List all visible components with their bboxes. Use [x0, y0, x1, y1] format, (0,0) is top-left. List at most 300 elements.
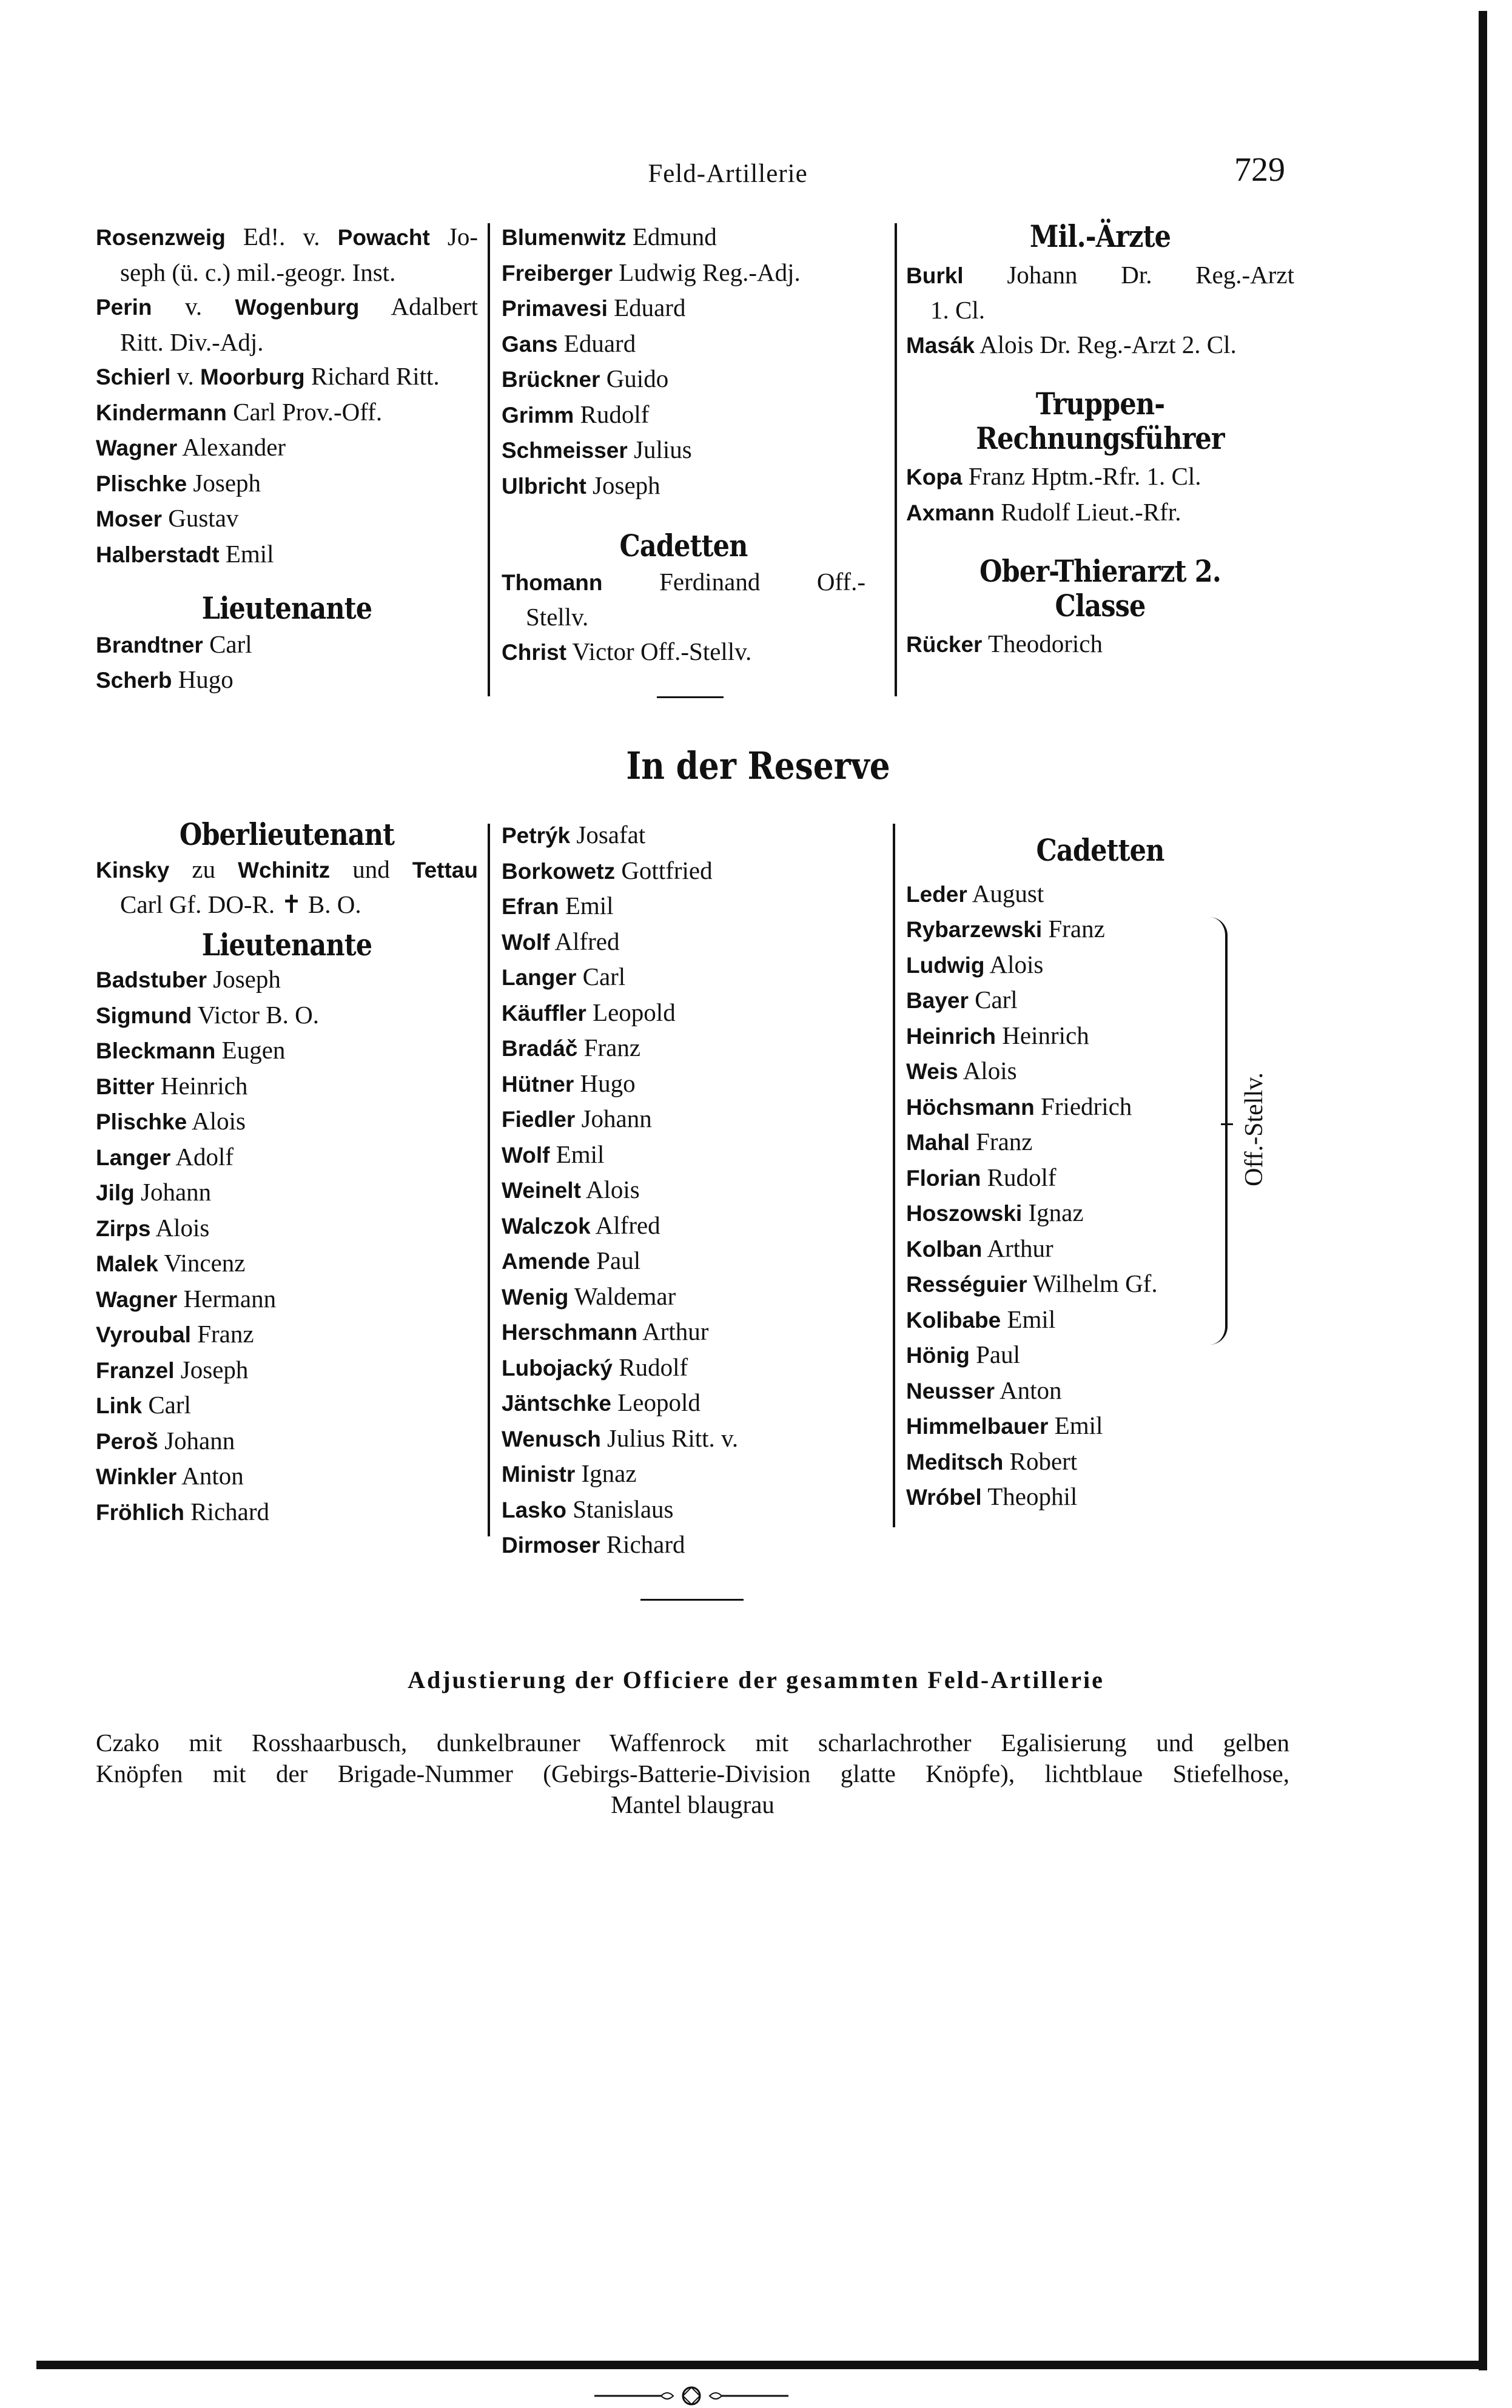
entry-line — [96, 501, 478, 537]
roster-entry — [502, 1456, 865, 1492]
short-rule — [657, 696, 724, 698]
entry-line — [96, 359, 478, 395]
roster-entry — [906, 1160, 1294, 1196]
entry-detail: Victor B. O. — [192, 1000, 320, 1029]
entry-detail: Theodorich — [982, 630, 1103, 657]
roster-entry — [906, 1479, 1294, 1515]
entry-detail: Emil — [549, 1140, 605, 1168]
entry-detail: Stellv. — [526, 603, 589, 631]
section-heading-truppen-rechnungsfuehrer: Truppen-Rechnungsführer — [976, 386, 1225, 456]
entry-line — [502, 397, 865, 433]
roster-entry — [96, 1459, 478, 1495]
surname: Moorburg — [200, 365, 305, 389]
entry-line — [502, 565, 865, 600]
roster-entry — [906, 947, 1294, 983]
entry-line — [502, 634, 865, 670]
running-header — [0, 151, 1512, 195]
roster-entry — [502, 291, 865, 326]
entry-detail: 1. Cl. — [930, 296, 985, 324]
entry-detail: Leopold — [611, 1388, 701, 1416]
entry-detail: v. — [170, 362, 200, 390]
roster-entry — [96, 1175, 478, 1211]
section-heading-lieutenante: Lieutenante — [201, 926, 372, 963]
roster-entry — [96, 662, 478, 698]
entry-list — [906, 627, 1294, 662]
entry-list — [502, 220, 865, 503]
surname: Axmann — [906, 500, 995, 525]
entry-detail: Alois — [958, 1057, 1017, 1085]
surname: Grimm — [502, 402, 574, 428]
entry-detail: Richard — [600, 1530, 685, 1558]
roster-entry — [96, 1495, 478, 1530]
page-border-right — [1479, 11, 1487, 2370]
roster-entry — [906, 1373, 1294, 1409]
surname: Höchsmann — [906, 1094, 1035, 1120]
entry-detail: und — [330, 855, 412, 883]
entry-line — [906, 627, 1294, 662]
entry-detail: Joseph — [586, 471, 660, 499]
entry-line — [502, 818, 865, 853]
entry-line — [502, 1492, 865, 1528]
entry-detail: Gustav — [161, 504, 239, 532]
roster-entry — [906, 1302, 1294, 1338]
surname: Langer — [502, 965, 577, 990]
grouping-brace — [1207, 917, 1228, 1345]
entry-line — [906, 1125, 1294, 1160]
surname: Lubojacký — [502, 1355, 613, 1381]
entry-detail: Ludwig Reg.-Adj. — [613, 258, 801, 286]
surname: Hoszowski — [906, 1201, 1023, 1226]
entry-line — [906, 1018, 1294, 1054]
surname: Tettau — [412, 857, 478, 883]
entry-detail: Ed!. v. — [225, 223, 338, 251]
surname: Rosenzweig — [96, 225, 226, 250]
footer-title: Adjustierung der Officiere der gesammten Feld-Artillerie — [408, 1666, 1104, 1693]
surname: Badstuber — [96, 967, 207, 992]
surname: Wróbel — [906, 1485, 982, 1510]
entry-detail: Hermann — [177, 1284, 277, 1313]
surname: Kindermann — [96, 400, 227, 425]
entry-detail: Anton — [176, 1462, 244, 1490]
surname: Plischke — [96, 1109, 187, 1134]
entry-detail: Jo- — [429, 223, 478, 251]
entry-detail: Johann Dr. Reg.-Arzt — [963, 260, 1294, 289]
surname: Kolban — [906, 1236, 983, 1262]
section-heading-mil-aerzte: Mil.-Ärzte — [1029, 218, 1171, 254]
entry-detail: Robert — [1003, 1447, 1078, 1475]
surname: Schmeisser — [502, 438, 628, 463]
entry-line — [502, 853, 865, 889]
entry-detail: Rudolf — [981, 1163, 1057, 1191]
roster-entry — [96, 1282, 478, 1317]
entry-line — [502, 1385, 865, 1421]
surname: Plischke — [96, 471, 187, 496]
surname: Scherb — [96, 668, 172, 693]
entry-detail: Paul — [590, 1246, 641, 1274]
entry-detail: Theophil — [981, 1482, 1078, 1510]
surname: Walczok — [502, 1213, 591, 1239]
surname: Malek — [96, 1251, 158, 1276]
entry-list — [96, 962, 478, 1530]
entry-line — [96, 1175, 478, 1211]
roster-entry — [96, 627, 478, 663]
right-column-top — [906, 220, 1294, 662]
column-divider — [488, 824, 490, 1536]
entry-line — [96, 466, 478, 502]
entry-line — [906, 1054, 1294, 1089]
entry-detail: Emil — [1001, 1305, 1056, 1333]
entry-detail: Alois — [580, 1175, 640, 1203]
entry-list — [906, 258, 1294, 363]
entry-line — [502, 960, 865, 995]
entry-detail: zu — [169, 855, 238, 883]
surname: Fiedler — [502, 1107, 576, 1132]
section-heading-cadetten: Cadetten — [1036, 832, 1164, 868]
entry-line — [502, 468, 865, 504]
entry-line — [502, 889, 865, 924]
surname: Fröhlich — [96, 1499, 184, 1525]
roster-entry — [96, 1424, 478, 1459]
entry-line — [502, 326, 865, 362]
entry-list — [502, 565, 865, 670]
roster-entry — [96, 501, 478, 537]
entry-line — [96, 1140, 478, 1175]
roster-entry — [96, 1353, 478, 1388]
surname: Langer — [96, 1145, 171, 1170]
entry-line — [96, 998, 478, 1034]
entry-detail: Stanislaus — [566, 1495, 674, 1523]
entry-line — [96, 962, 478, 998]
surname: Franzel — [96, 1357, 175, 1383]
roster-entry — [906, 876, 1294, 912]
roster-entry — [96, 1211, 478, 1246]
roster-entry — [502, 1527, 865, 1563]
roster-entry — [502, 1243, 865, 1279]
roster-entry — [96, 395, 478, 431]
entry-line — [502, 255, 865, 291]
entry-line — [906, 1479, 1294, 1515]
surname: Freiberger — [502, 260, 613, 286]
surname: Perin — [96, 295, 152, 320]
entry-detail: Joseph — [206, 965, 281, 993]
footer-line: Mantel blaugrau — [611, 1791, 774, 1818]
surname: Efran — [502, 894, 559, 919]
roster-entry — [906, 258, 1294, 328]
roster-entry — [502, 220, 865, 255]
surname: Bayer — [906, 988, 969, 1013]
entry-line — [502, 1243, 865, 1279]
entry-line — [906, 1089, 1294, 1125]
surname: Masák — [906, 332, 975, 358]
roster-entry — [502, 1101, 865, 1137]
surname: Kolibabe — [906, 1307, 1001, 1333]
entry-detail: v. — [152, 292, 235, 320]
entry-line — [96, 395, 478, 431]
entry-line — [906, 1408, 1294, 1444]
entry-detail: Arthur — [637, 1317, 709, 1345]
entry-detail: Vincenz — [158, 1249, 246, 1277]
surname: Wenig — [502, 1284, 569, 1310]
footer-line: Knöpfen mit der Brigade-Nummer (Gebirgs-Batterie-Division glatte Knöpfe), lichtblaue Stiefelhose, — [96, 1760, 1289, 1788]
roster-entry — [502, 1314, 865, 1350]
surname: Lasko — [502, 1497, 566, 1522]
entry-detail: Heinrich — [996, 1021, 1089, 1049]
entry-line — [96, 852, 478, 888]
entry-detail: Alois Dr. Reg.-Arzt 2. Cl. — [975, 330, 1237, 358]
entry-line — [96, 1069, 478, 1105]
roster-entry — [502, 1031, 865, 1066]
entry-detail: Adolf — [170, 1142, 234, 1171]
surname: Halberstadt — [96, 542, 220, 567]
entry-line — [96, 325, 478, 360]
entry-list — [906, 459, 1294, 530]
entry-line — [502, 1101, 865, 1137]
entry-detail: Julius — [627, 436, 692, 463]
entry-detail: Ferdinand Off.- — [602, 567, 865, 596]
entry-detail: Wilhelm Gf. — [1027, 1270, 1158, 1297]
surname: Wenusch — [502, 1426, 601, 1451]
entry-line — [502, 995, 865, 1031]
entry-detail: Ignaz — [1022, 1199, 1084, 1226]
entry-detail: Joseph — [174, 1355, 249, 1384]
entry-detail: Rudolf Lieut.-Rfr. — [994, 497, 1181, 526]
entry-line — [906, 1444, 1294, 1480]
entry-detail: Julius Ritt. v. — [600, 1424, 739, 1452]
roster-entry — [96, 466, 478, 502]
surname: Meditsch — [906, 1449, 1004, 1475]
roster-entry — [502, 468, 865, 504]
roster-entry — [96, 289, 478, 359]
surname: Blumenwitz — [502, 225, 627, 250]
entry-detail: Franz Hptm.-Rfr. 1. Cl. — [962, 462, 1201, 490]
surname: Wagner — [96, 436, 178, 460]
roster-entry — [906, 1408, 1294, 1444]
entry-detail: Johann — [575, 1105, 652, 1132]
surname: Florian — [906, 1165, 981, 1191]
section-heading-ober-thierarzt: Ober-Thierarzt 2. Classe — [979, 553, 1221, 624]
entry-detail: Heinrich — [154, 1071, 248, 1100]
surname: Vyroubal — [96, 1322, 191, 1347]
surname: Jilg — [96, 1180, 135, 1205]
entry-detail: Hugo — [574, 1069, 636, 1097]
entry-detail: Johann — [158, 1426, 235, 1455]
section-heading-cadetten: Cadetten — [619, 528, 748, 563]
surname: Hönig — [906, 1343, 970, 1368]
entry-detail: Johann — [134, 1178, 212, 1206]
roster-entry — [502, 853, 865, 889]
surname: Brückner — [502, 367, 600, 392]
entry-detail: Arthur — [982, 1234, 1053, 1262]
entry-line — [906, 912, 1294, 947]
entry-line — [502, 1031, 865, 1066]
entry-line — [96, 537, 478, 573]
entry-list — [96, 220, 478, 572]
roster-entry — [96, 1246, 478, 1282]
entry-line — [96, 1353, 478, 1388]
surname: Wolf — [502, 929, 550, 955]
roster-entry — [502, 255, 865, 291]
entry-line — [96, 1424, 478, 1459]
footer-line: Czako mit Rosshaarbusch, dunkelbrauner Waffenrock mit scharlachrother Egalisierung und gelben — [96, 1729, 1289, 1757]
entry-line — [906, 1337, 1294, 1373]
roster-entry — [906, 1444, 1294, 1480]
roster-entry — [502, 924, 865, 960]
entry-line — [96, 1282, 478, 1317]
entry-detail: Rudolf — [574, 400, 650, 428]
entry-line — [502, 362, 865, 397]
middle-column-bottom — [502, 818, 865, 1563]
entry-line — [906, 459, 1294, 495]
entry-line — [96, 1459, 478, 1495]
entry-detail: Carl — [968, 986, 1018, 1014]
entry-line — [502, 1421, 865, 1457]
roster-entry — [502, 362, 865, 397]
entry-detail: Alfred — [549, 927, 620, 955]
middle-column-top — [502, 220, 865, 670]
entry-line — [502, 924, 865, 960]
entry-line — [502, 220, 865, 255]
surname: Rességuier — [906, 1272, 1027, 1297]
roster-entry — [502, 1066, 865, 1102]
roster-entry — [502, 1350, 865, 1386]
entry-line — [96, 1317, 478, 1353]
surname: Ministr — [502, 1462, 576, 1487]
surname: Rücker — [906, 632, 983, 657]
surname: Brandtner — [96, 632, 203, 657]
roster-entry — [96, 430, 478, 466]
grouping-brace-tip — [1221, 1123, 1233, 1125]
entry-detail: Friedrich — [1034, 1092, 1132, 1120]
surname: Winkler — [96, 1464, 177, 1489]
surname: Käuffler — [502, 1000, 586, 1026]
entry-line — [906, 495, 1294, 531]
roster-entry — [96, 220, 478, 289]
page-border-bottom — [36, 2361, 1487, 2369]
surname: Burkl — [906, 263, 964, 288]
reserve-heading: In der Reserve — [626, 744, 890, 788]
surname: Hütner — [502, 1071, 574, 1097]
surname: Wchinitz — [238, 857, 331, 883]
roster-entry — [96, 998, 478, 1034]
surname: Wolf — [502, 1142, 550, 1168]
entry-detail: Joseph — [187, 468, 261, 497]
roster-entry — [906, 912, 1294, 947]
left-column-top — [96, 220, 478, 698]
roster-entry — [96, 359, 478, 395]
entry-detail: Josafat — [570, 821, 646, 849]
roster-entry — [906, 1125, 1294, 1160]
entry-detail: Emil — [559, 892, 614, 920]
roster-entry — [906, 328, 1294, 363]
surname: Bleckmann — [96, 1038, 216, 1063]
roster-entry — [906, 983, 1294, 1018]
surname: Weinelt — [502, 1178, 581, 1203]
entry-detail: Alfred — [590, 1211, 660, 1239]
surname: Schierl — [96, 365, 171, 389]
surname: Christ — [502, 639, 566, 665]
entry-detail: Alois — [150, 1213, 210, 1242]
surname: Ulbricht — [502, 473, 586, 499]
entry-detail: Carl Gf. DO-R. ✝ B. O. — [120, 890, 361, 918]
surname: Bitter — [96, 1074, 155, 1099]
entry-line — [502, 1314, 865, 1350]
roster-entry — [502, 1279, 865, 1315]
entry-detail: August — [967, 879, 1044, 907]
entry-detail: Carl — [142, 1391, 191, 1419]
surname: Jäntschke — [502, 1391, 611, 1416]
entry-line — [906, 1373, 1294, 1409]
entry-line — [502, 1066, 865, 1102]
entry-detail: Gottfried — [615, 856, 713, 884]
right-column-bottom — [906, 833, 1294, 1515]
entry-detail: Franz — [969, 1128, 1033, 1155]
entry-list — [906, 876, 1294, 1515]
entry-line — [502, 432, 865, 468]
roster-entry — [502, 1492, 865, 1528]
entry-line — [906, 1302, 1294, 1338]
entry-detail: Edmund — [626, 223, 717, 251]
roster-entry — [96, 1317, 478, 1353]
roster-entry — [96, 1033, 478, 1069]
surname: Rybarzewski — [906, 917, 1043, 942]
entry-line — [96, 1388, 478, 1424]
entry-detail: Rudolf — [613, 1353, 688, 1381]
surname: Mahal — [906, 1130, 970, 1155]
entry-line — [96, 1246, 478, 1282]
entry-detail: Ritt. Div.-Adj. — [120, 328, 264, 356]
roster-entry — [502, 960, 865, 995]
entry-line — [502, 1137, 865, 1173]
roster-entry — [906, 1231, 1294, 1267]
entry-detail: Alois — [984, 950, 1044, 978]
roster-entry — [502, 995, 865, 1031]
roster-entry — [96, 1069, 478, 1105]
entry-detail: Franz — [1042, 915, 1105, 943]
roster-entry — [502, 432, 865, 468]
surname: Heinrich — [906, 1023, 996, 1049]
entry-line — [96, 1104, 478, 1140]
surname: Primavesi — [502, 296, 608, 321]
section-heading-oberlieutenant: Oberlieutenant — [179, 816, 395, 852]
entry-line — [906, 293, 1294, 328]
surname: Bradáč — [502, 1036, 578, 1061]
surname: Wogenburg — [235, 295, 360, 320]
entry-line — [502, 1172, 865, 1208]
roster-entry — [502, 1137, 865, 1173]
roster-entry — [906, 1018, 1294, 1054]
surname: Sigmund — [96, 1003, 192, 1028]
entry-detail: Franz — [190, 1320, 254, 1348]
entry-line — [502, 1456, 865, 1492]
entry-line — [906, 876, 1294, 912]
surname: Link — [96, 1393, 143, 1418]
entry-detail: Emil — [1048, 1411, 1103, 1439]
header-title: Feld-Artillerie — [648, 160, 808, 188]
ornament-divider-icon — [588, 2384, 795, 2408]
entry-detail: Anton — [995, 1376, 1062, 1404]
surname: Powacht — [337, 225, 430, 250]
surname: Ludwig — [906, 952, 985, 978]
column-divider — [488, 223, 490, 696]
surname: Peroš — [96, 1428, 158, 1454]
footer-text — [96, 1727, 1289, 1820]
column-divider — [895, 223, 897, 696]
entry-line — [906, 1266, 1294, 1302]
entry-line — [96, 887, 478, 922]
entry-line — [96, 1033, 478, 1069]
roster-entry — [502, 326, 865, 362]
entry-detail: Alexander — [177, 433, 286, 461]
